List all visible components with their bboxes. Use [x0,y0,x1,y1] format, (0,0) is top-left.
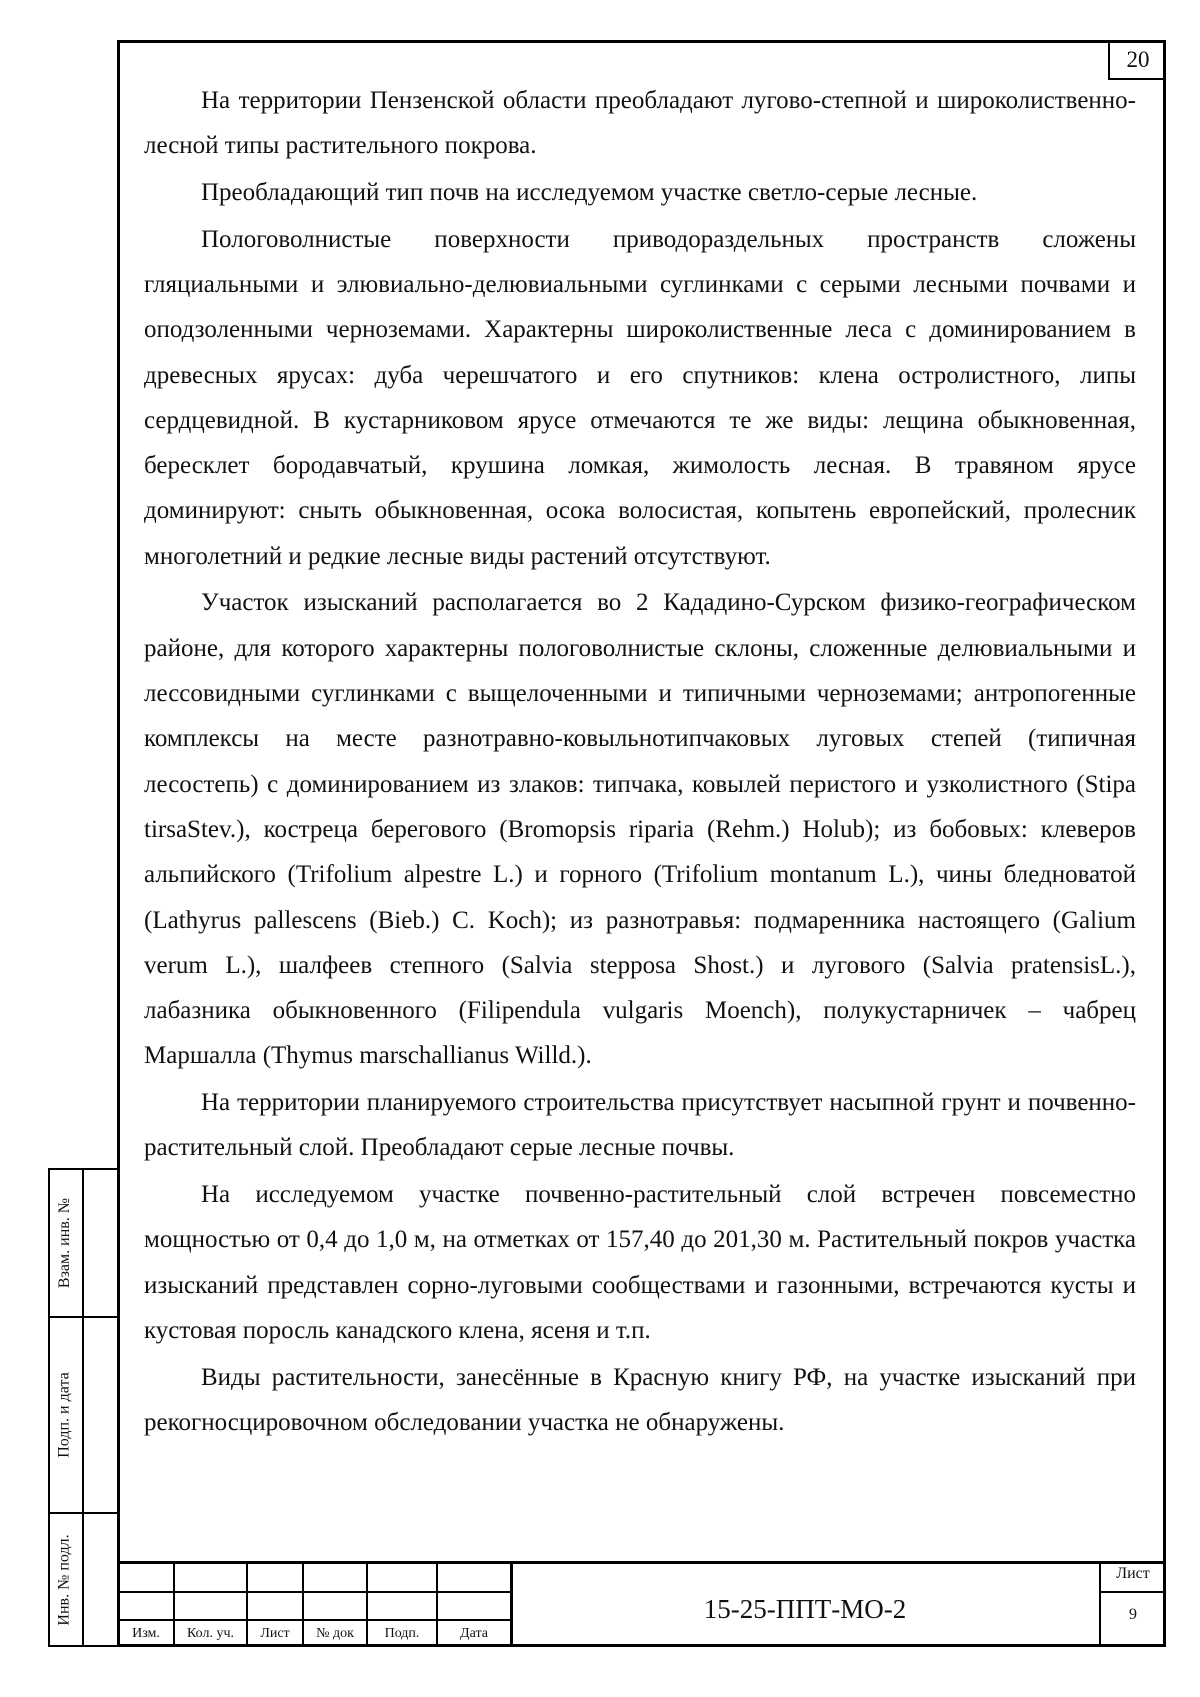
col-kol-label: Кол. уч. [187,1626,234,1641]
page-number: 20 [1108,42,1166,80]
paragraph-7: Виды растительности, занесённые в Красную книгу РФ, на участке изысканий при рекогносцировочном обследовании участка не обнаружены. [144,1363,1136,1436]
side-stamp-inv-podl: Инв. № подл. [56,1533,74,1626]
sheet-number: 9 [1129,1606,1137,1623]
paragraph-3: Пологоволнистые поверхности приводораздельных пространств сложены гляциальными и элювиально-делювиальными суглинками с серыми лесными почвами и оподзоленными черноземами. Характерны широколиственные леса с доминированием в древесных ярусах: дуба черешчатого и его спутников: клена остролистного, липы сердцевидной. В кустарниковом ярусе отмечаются те же виды: лещина обыкновенная, бересклет бородавчатый, крушина ломкая, жимолость лесная. В травяном ярусе доминируют: сныть обыкновенная, осока волосистая, копытень европейский, пролесник многолетний и редкие лесные виды растений отсутствуют. [144,225,1136,570]
paragraph-5: На территории планируемого строительства присутствует насыпной грунт и почвенно-растительный слой. Преобладают серые лесные почвы. [144,1089,1136,1162]
side-stamp-podp-data: Подп. и дата [56,1372,74,1458]
sheet-label: Лист [1116,1565,1150,1582]
col-data-label: Дата [460,1626,488,1641]
col-podp-label: Подп. [384,1626,420,1641]
paragraph-2: Преобладающий тип почв на исследуемом участке светло-серые лесные. [201,178,978,206]
col-list-label: Лист [260,1626,290,1641]
paragraph-1: На территории Пензенской области преобладают лугово-степной и широколиственно-лесной типы растительного покрова. [144,87,1136,160]
document-body [144,78,1136,1447]
paragraph-6: На исследуемом участке почвенно-растительный слой встречен повсеместно мощностью от 0,4 до 1,0 м, на отметках от 157,40 до 201,30 м. Растительный покров участка изысканий представлен сорно-луговыми сообществами и газонными, встречаются кусты и кустовая поросль канадского клена, ясеня и т.п. [144,1181,1136,1344]
col-izm-label: Изм. [132,1626,160,1641]
document-code: 15-25-ППТ-МО-2 [703,1594,907,1624]
paragraph-4: Участок изысканий располагается во 2 Кададино-Сурском физико-географическом районе, для которого характерны пологоволнистые склоны, сложенные делювиальными и лессовидными суглинками с выщелоченными и типичными черноземами; антропогенные комплексы на месте разнотравно-ковыльнотипчаковых луговых степей (типичная лесостепь) с доминированием из злаков: типчака, ковылей перистого и узколистного (Stipa tirsaStev.), костреца берегового (Bromopsis riparia (Rehm.) Holub); из бобовых: клеверов альпийского (Trifolium alpestre L.) и горного (Trifolium montanum L.), чины бледноватой (Lathyrus pallescens (Bieb.) C. Koch); из разнотравья: подмаренника настоящего (Galium verum L.), шалфеев степного (Salvia stepposa Shost.) и лугового (Salvia pratensisL.), лабазника обыкновенного (Filipendula vulgaris Moench), полукустарничек – чабрец Маршалла (Thymus marschallianus Willd.). [144,589,1136,1070]
side-stamp-vzam-inv: Взам. инв. № [56,1197,74,1289]
col-ndok-label: № док [316,1626,354,1641]
